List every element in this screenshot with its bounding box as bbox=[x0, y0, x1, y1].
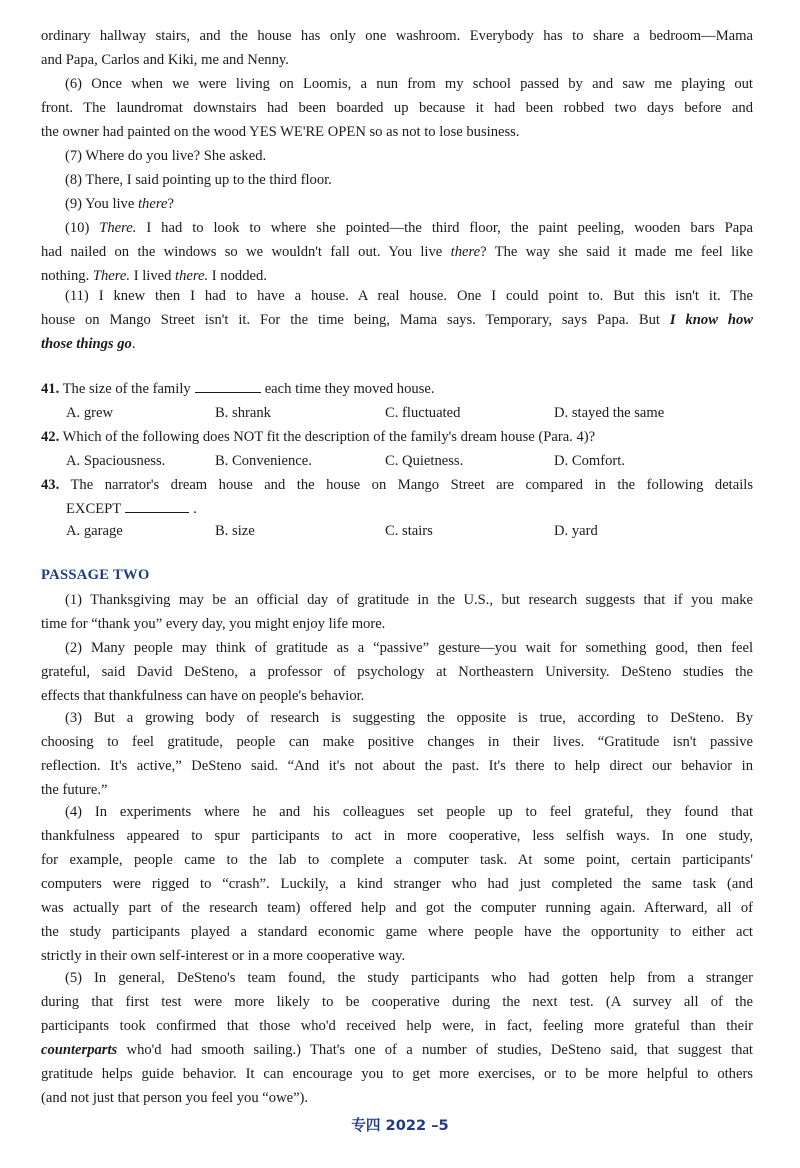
text-line: (4) In experiments where he and his colleagues set people up to feel grateful, they found that bbox=[65, 804, 753, 820]
text-line: participants took confirmed that those who'd received help were, in fact, feeling more grateful than their bbox=[41, 1018, 753, 1034]
text-line: for example, people came to the lab to complete a computer task. At some point, certain participants' bbox=[41, 852, 753, 868]
answer-blank[interactable] bbox=[195, 378, 261, 393]
text-line: (8) There, I said pointing up to the third floor. bbox=[65, 172, 332, 188]
question-43-stem-cont: EXCEPT . bbox=[66, 497, 197, 521]
text-line: (6) Once when we were living on Loomis, a nun from my school passed by and saw me playing out bbox=[65, 76, 753, 92]
text-line: choosing to feel gratitude, people can make positive changes in their lives. “Gratitude isn't passive bbox=[41, 734, 753, 750]
text-line: (9) You live there? bbox=[65, 196, 174, 212]
question-41-option-b[interactable]: B. shrank bbox=[215, 405, 271, 421]
question-41-option-d[interactable]: D. stayed the same bbox=[554, 405, 665, 421]
story-paragraph-10 bbox=[41, 216, 753, 288]
question-41-stem: 41. The size of the family each time they moved house. bbox=[41, 377, 435, 401]
text-line: strictly in their own self-interest or in a more cooperative way. bbox=[41, 948, 406, 964]
text-line: the owner had painted on the wood YES WE'RE OPEN so as not to lose business. bbox=[41, 124, 520, 140]
text-line: (5) In general, DeSteno's team found, the study participants who had gotten help from a stranger bbox=[65, 970, 753, 986]
passage-two-paragraph-2 bbox=[41, 636, 753, 708]
passage-two-paragraph-3 bbox=[41, 706, 753, 802]
question-43-option-d[interactable]: D. yard bbox=[554, 523, 598, 539]
question-41-option-c[interactable]: C. fluctuated bbox=[385, 405, 461, 421]
question-43-option-b[interactable]: B. size bbox=[215, 523, 255, 539]
question-43-stem: 43. The narrator's dream house and the house on Mango Street are compared in the following details bbox=[41, 477, 754, 493]
text-line: (10) There. I had to look to where she pointed—the third floor, the paint peeling, wooden bars Papa bbox=[65, 220, 753, 236]
text-line: (3) But a growing body of research is suggesting the opposite is true, according to DeSteno. By bbox=[65, 710, 753, 726]
question-42-option-c[interactable]: C. Quietness. bbox=[385, 453, 464, 469]
text-line: was actually part of the research team) offered help and got the computer running again. Afterward, all of bbox=[41, 900, 753, 916]
story-paragraph-5-end bbox=[41, 24, 753, 72]
page-footer: 专四 2022 –5 bbox=[351, 1117, 449, 1134]
story-paragraph-11 bbox=[41, 284, 753, 356]
passage-two-paragraph-4 bbox=[41, 800, 753, 968]
text-line: computers were rigged to “crash”. Luckily, a kind stranger who had just completed the same task (and bbox=[41, 876, 753, 892]
text-line: house on Mango Street isn't it. For the time being, Mama says. Temporary, says Papa. But I know how bbox=[41, 312, 754, 328]
text-line: during that first test were more likely to be cooperative during the next test. (A survey all of the bbox=[41, 994, 753, 1010]
text-line: the future.” bbox=[41, 782, 108, 798]
text-line: had nailed on the windows so we wouldn't fall out. You live there? The way she said it made me feel like bbox=[41, 244, 753, 260]
text-line: (7) Where do you live? She asked. bbox=[65, 148, 267, 164]
question-42-option-b[interactable]: B. Convenience. bbox=[215, 453, 312, 469]
text-line: ordinary hallway stairs, and the house has only one washroom. Everybody has to share a bedroom—Mama bbox=[41, 28, 753, 44]
question-41-option-a[interactable]: A. grew bbox=[66, 405, 114, 421]
text-line: (2) Many people may think of gratitude as a “passive” gesture—you wait for something good, then feel bbox=[65, 640, 753, 656]
question-43-option-a[interactable]: A. garage bbox=[66, 523, 123, 539]
text-line: nothing. There. I lived there. I nodded. bbox=[41, 268, 267, 284]
question-43-option-c[interactable]: C. stairs bbox=[385, 523, 433, 539]
text-line: front. The laundromat downstairs had been boarded up because it had been robbed two days before and bbox=[41, 100, 753, 116]
question-42-option-a[interactable]: A. Spaciousness. bbox=[66, 453, 166, 469]
passage-two-paragraph-5 bbox=[41, 966, 753, 1110]
question-42-stem: 42. Which of the following does NOT fit the description of the family's dream house (Para. 4)? bbox=[41, 429, 596, 445]
text-line: (and not just that person you feel you “owe”). bbox=[41, 1090, 309, 1106]
text-line: and Papa, Carlos and Kiki, me and Nenny. bbox=[41, 52, 289, 68]
passage-two-heading: PASSAGE TWO bbox=[41, 567, 150, 583]
passage-two-paragraph-1 bbox=[41, 588, 753, 636]
text-line: reflection. It's active,” DeSteno said. “And it's not about the past. It's there to help direct our behavior in bbox=[41, 758, 753, 774]
text-line: gratitude helps guide behavior. It can encourage you to get more exercises, or to be more helpful to others bbox=[41, 1066, 753, 1082]
text-line: the study participants played a standard economic game where people have the opportunity to either act bbox=[41, 924, 753, 940]
text-line: (11) I knew then I had to have a house. A real house. One I could point to. But this isn't it. The bbox=[65, 288, 753, 304]
answer-blank[interactable] bbox=[125, 498, 189, 513]
text-line: grateful, said David DeSteno, a professor of psychology at Northeastern University. DeSteno studies the bbox=[41, 664, 753, 680]
story-paragraph-9 bbox=[41, 192, 753, 216]
question-42-option-d[interactable]: D. Comfort. bbox=[554, 453, 625, 469]
text-line: time for “thank you” every day, you might enjoy life more. bbox=[41, 616, 386, 632]
story-paragraph-7 bbox=[41, 144, 753, 168]
story-paragraph-6 bbox=[41, 72, 753, 144]
text-line: counterparts who'd had smooth sailing.) That's one of a number of studies, DeSteno said, that suggest that bbox=[41, 1042, 753, 1058]
story-paragraph-8 bbox=[41, 168, 753, 192]
text-line: effects that thankfulness can have on people's behavior. bbox=[41, 688, 365, 704]
text-line: (1) Thanksgiving may be an official day of gratitude in the U.S., but research suggests that if you make bbox=[65, 592, 753, 608]
text-line: those things go. bbox=[41, 336, 136, 352]
text-line: thankfulness appeared to spur participants to act in more cooperative, less selfish ways. In one study, bbox=[41, 828, 753, 844]
